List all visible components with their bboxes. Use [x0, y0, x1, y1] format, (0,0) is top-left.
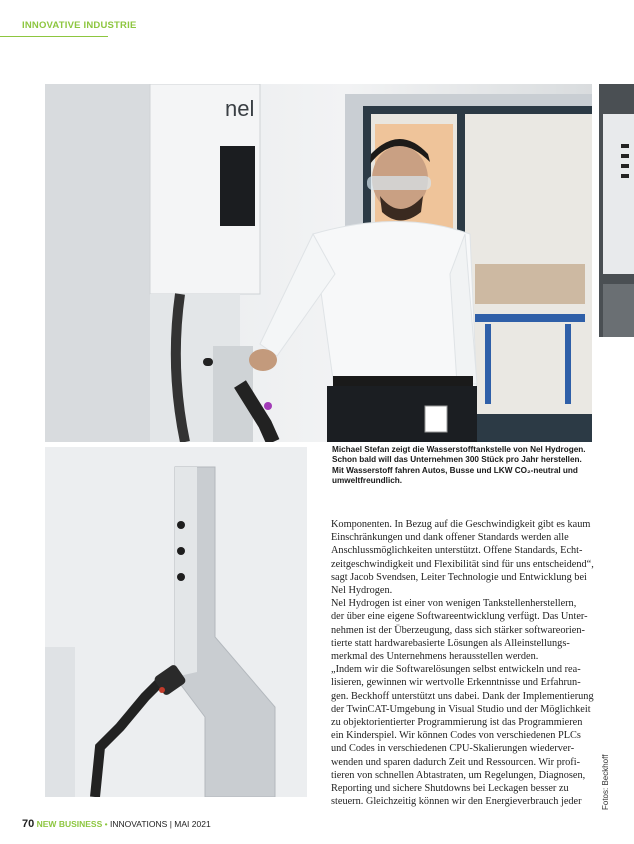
caption-line: umweltfreundlich. [332, 476, 403, 486]
body-line: steuern. Gleichzeitig können wir den Energieverbrauch jeder [331, 796, 582, 808]
photo-control-unit [599, 84, 634, 337]
photo-caption [332, 445, 602, 487]
photo-nozzle-closeup [45, 447, 307, 797]
magazine-brand: NEW BUSINESS [36, 819, 103, 829]
body-line: Komponenten. In Bezug auf die Geschwindigkeit gibt es kaum [331, 519, 591, 530]
body-line: sagt Jacob Svendsen, Leiter Technologie und Entwicklung bei [331, 571, 587, 583]
body-line: zeitgeschwindigkeit und Flexibilität sind für uns entscheidend“, [331, 558, 594, 570]
body-line: der über eine eigene Softwareentwicklung verfügt. Das Unter- [331, 611, 588, 623]
footer-issue: MAI 2021 [174, 819, 211, 829]
page-footer [22, 818, 211, 830]
caption-line: Mit Wasserstoff fahren Autos, Busse und LKW CO₂-neutral und [332, 465, 578, 475]
body-line: tieren von schnellen Abtastraten, um Regelungen, Diagnosen, [331, 769, 586, 781]
caption-line: Schon bald will das Unternehmen 300 Stück pro Jahr herstellen. [332, 455, 582, 465]
body-line: und Codes in verschiedenen CPU-Skalierungen wiederver- [331, 743, 575, 755]
body-line: wenden und sparen dadurch Zeit und Ressourcen. Wir profi- [331, 756, 581, 768]
photo-hydrogen-station [45, 84, 592, 442]
nel-logo: nel [225, 96, 255, 121]
article-body [331, 518, 593, 808]
section-label: INNOVATIVE INDUSTRIE [22, 20, 137, 31]
body-line: Nel Hydrogen. [331, 585, 393, 597]
body-line: gen. Beckhoff unterstützt uns dabei. Dank der Implementierung [331, 690, 594, 702]
body-line: der TwinCAT-Umgebung in Visual Studio und der Möglichkeit [331, 703, 591, 715]
body-line: Einschränkungen und dank offener Standards werden alle [331, 532, 569, 544]
body-line: nehmen ist der Überzeugung, dass sich stärker softwareorien- [331, 624, 585, 636]
body-line: zu objektorientierter Programmierung ist das Programmieren [331, 717, 583, 729]
body-line: Nel Hydrogen ist einer von wenigen Tankstellenherstellern, [331, 598, 577, 610]
body-line: Reporting und sichere Shutdowns bei Leckagen besser zu [331, 783, 569, 795]
body-line: tierte statt hardwarebasierte Lösungen als Alleinstellungs- [331, 637, 570, 649]
page-number: 70 [22, 818, 35, 830]
caption-line: Michael Stefan zeigt die Wasserstofftankstelle von Nel Hydrogen. [332, 445, 586, 454]
section-rule [0, 36, 108, 37]
body-line: merkmal des Unternehmens herausstellen werden. [331, 651, 539, 663]
photo-credit: Fotos: Beckhoff [601, 754, 610, 810]
photo-side-illustration [599, 84, 634, 337]
body-line: ein Kinderspiel. Wir können Codes von verschiedenen PLCs [331, 730, 581, 742]
body-line: „Indem wir die Softwarelösungen selbst entwickeln und rea- [331, 664, 581, 676]
body-line: lisieren, gewinnen wir wertvolle Erkenntnisse und Erfahrun- [331, 677, 581, 689]
footer-section: INNOVATIONS [110, 819, 168, 829]
photo-bottom-illustration [45, 447, 307, 797]
body-line: Anschlussmöglichkeiten unterstützt. Offene Standards, Echt- [331, 545, 583, 557]
footer-bullet: • [104, 819, 108, 829]
photo-main-illustration [45, 84, 592, 442]
footer-separator: | [169, 819, 172, 829]
